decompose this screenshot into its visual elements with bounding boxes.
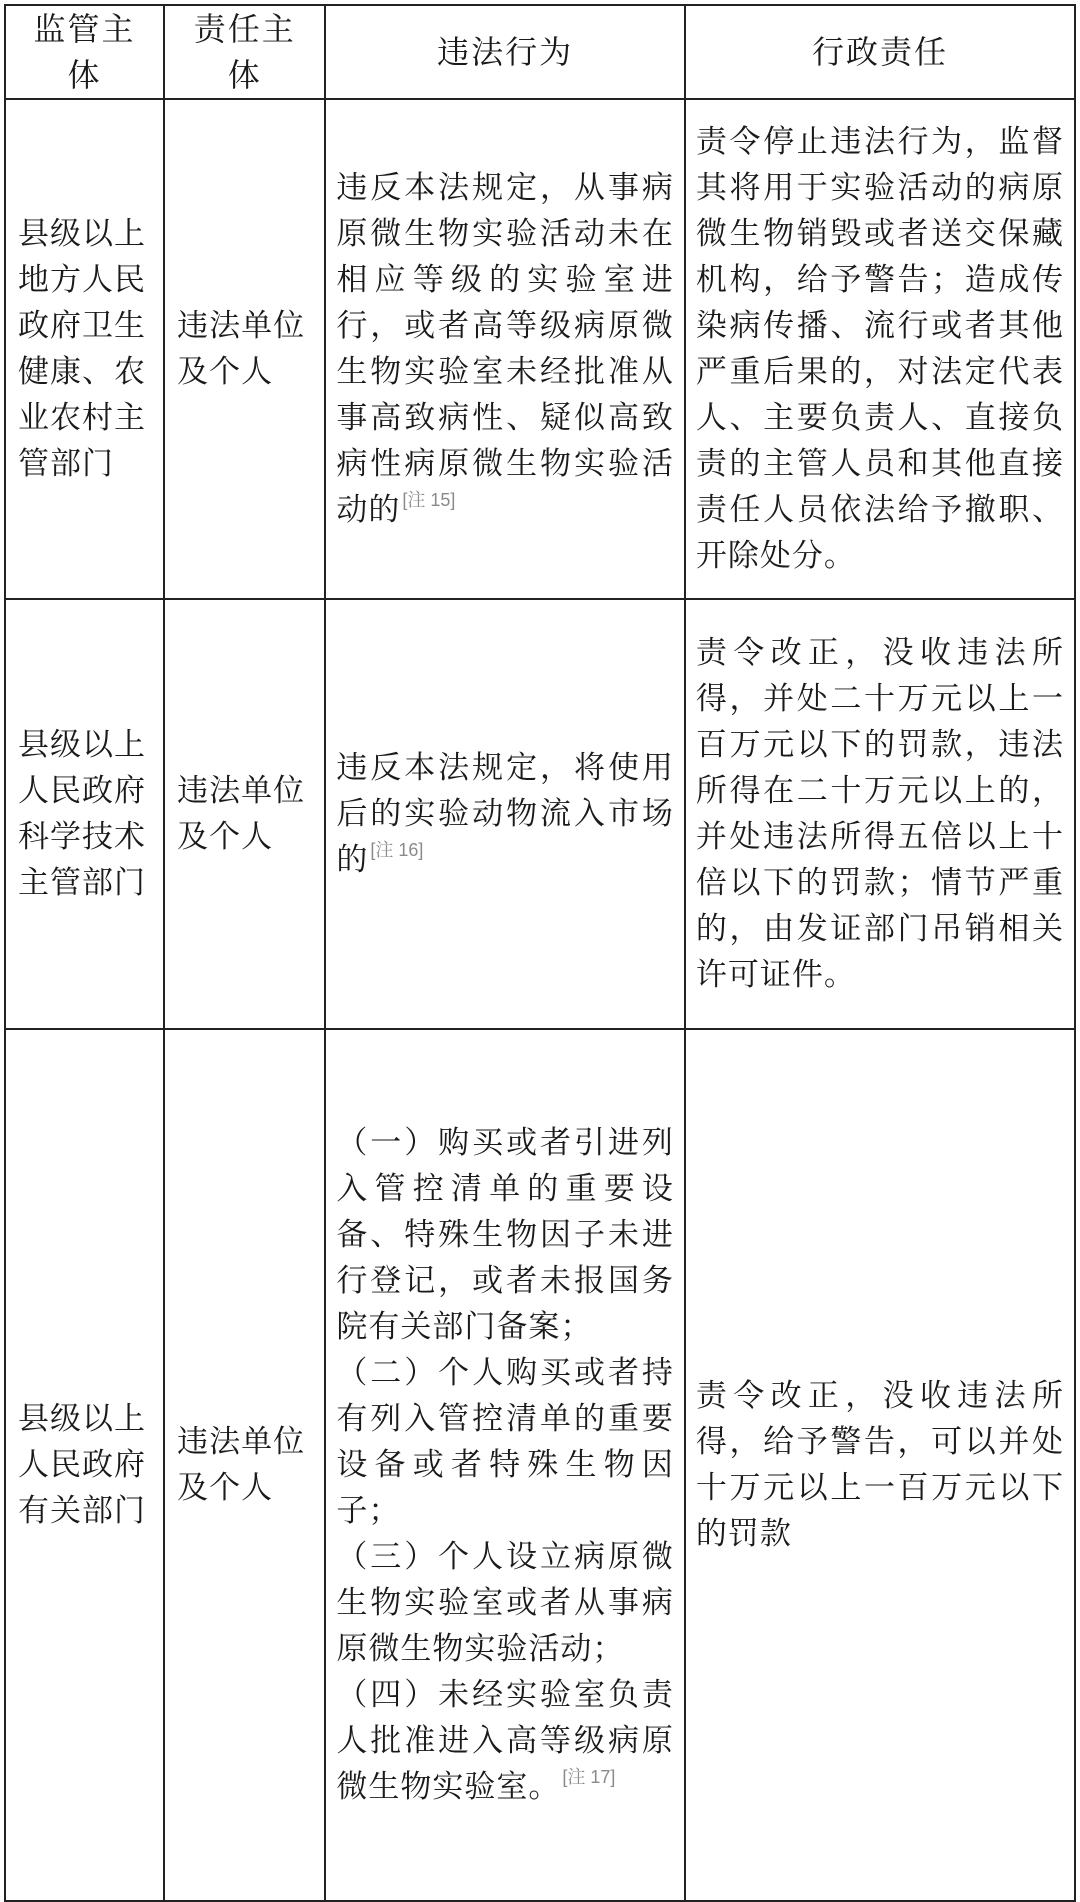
- liability-table: [4, 4, 1076, 1902]
- footnote-marker: [注 15]: [402, 490, 456, 510]
- violation-item: （四）未经实验室负责人批准进入高等级病原微生物实验室。: [336, 1677, 674, 1805]
- footnote-marker: [注 17]: [562, 1767, 616, 1787]
- table-row: [5, 599, 1075, 1029]
- header-regulator: 监管主体: [5, 5, 164, 99]
- subject-cell: 违法单位及个人: [164, 599, 325, 1029]
- header-liability: 行政责任: [685, 5, 1075, 99]
- table-header-row: [5, 5, 1075, 99]
- subject-cell: 违法单位及个人: [164, 99, 325, 599]
- violation-text: 违反本法规定，将使用后的实验动物流入市场的: [336, 750, 674, 878]
- header-subject: 责任主体: [164, 5, 325, 99]
- regulator-cell: 县级以上地方人民政府卫生健康、农业农村主管部门: [5, 99, 164, 599]
- liability-cell: 责令改正，没收违法所得，给予警告，可以并处十万元以上一百万元以下的罚款: [685, 1029, 1075, 1901]
- footnote-marker: [注 16]: [370, 840, 424, 860]
- header-violation: 违法行为: [325, 5, 685, 99]
- liability-cell: 责令停止违法行为，监督其将用于实验活动的病原微生物销毁或者送交保藏机构，给予警告；造成传染病传播、流行或者其他严重后果的，对法定代表人、主要负责人、直接负责的主管人员和其他直接责任人员依法给予撤职、开除处分。: [685, 99, 1075, 599]
- table-row: [5, 1029, 1075, 1901]
- violation-cell: [325, 599, 685, 1029]
- violation-item: （一）购买或者引进列入管控清单的重要设备、特殊生物因子未进行登记，或者未报国务院有关部门备案；: [336, 1125, 674, 1345]
- regulator-cell: 县级以上人民政府有关部门: [5, 1029, 164, 1901]
- violation-item: （三）个人设立病原微生物实验室或者从事病原微生物实验活动；: [336, 1539, 674, 1667]
- table-row: [5, 99, 1075, 599]
- regulator-cell: 县级以上人民政府科学技术主管部门: [5, 599, 164, 1029]
- violation-cell: [325, 99, 685, 599]
- violation-text: 违反本法规定，从事病原微生物实验活动未在相应等级的实验室进行，或者高等级病原微生物实验室未经批准从事高致病性、疑似高致病性病原微生物实验活动的: [336, 170, 674, 528]
- liability-cell: 责令改正，没收违法所得，并处二十万元以上一百万元以下的罚款，违法所得在二十万元以上的，并处违法所得五倍以上十倍以下的罚款；情节严重的，由发证部门吊销相关许可证件。: [685, 599, 1075, 1029]
- subject-cell: 违法单位及个人: [164, 1029, 325, 1901]
- violation-cell: [325, 1029, 685, 1901]
- violation-item: （二）个人购买或者持有列入管控清单的重要设备或者特殊生物因子；: [336, 1355, 674, 1529]
